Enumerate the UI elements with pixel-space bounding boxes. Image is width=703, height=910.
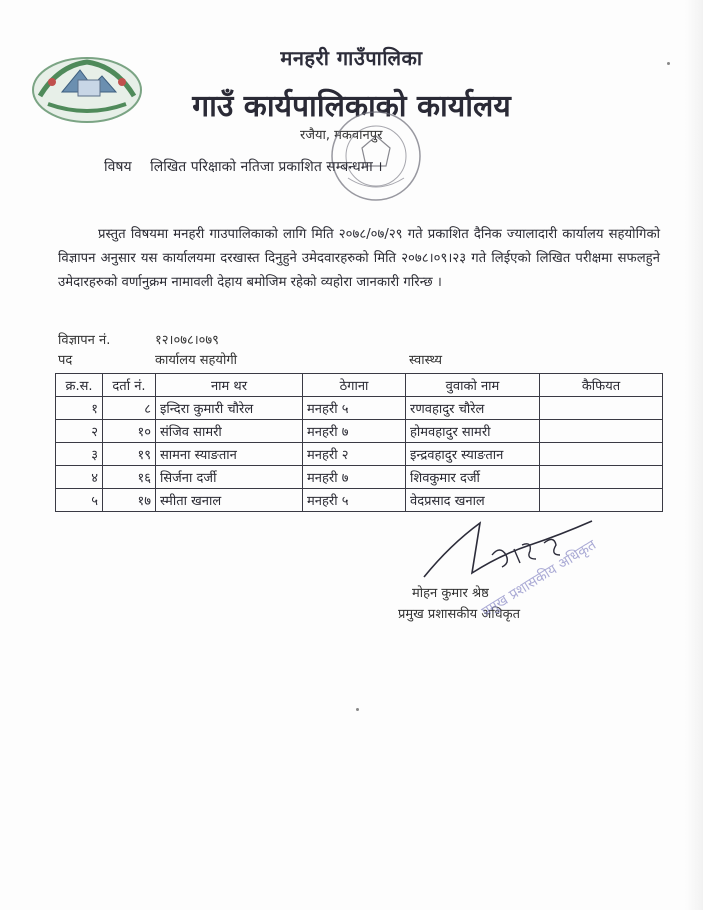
results-table (55, 373, 663, 512)
cell-remarks (540, 443, 663, 466)
cell-remarks (540, 489, 663, 512)
cell-address: मनहरी ५ (303, 489, 406, 512)
cell-serial: ४ (56, 466, 103, 489)
office-location: रजैया, मकवानपुर (300, 128, 383, 143)
cell-father-name: इन्द्रवहादुर स्याङतान (406, 443, 540, 466)
cell-father-name: होमवहादुर सामरी (406, 420, 540, 443)
table-row (56, 489, 663, 512)
table-row (56, 397, 663, 420)
advert-number: १२।०७८।०७९ (155, 333, 219, 348)
municipality-title: मनहरी गाउँपालिका (280, 46, 423, 70)
col-serial: क्र.स. (56, 374, 103, 397)
post-value: कार्यालय सहयोगी (155, 353, 238, 368)
scan-speck (356, 708, 359, 711)
scan-speck (667, 62, 670, 65)
cell-name: इन्दिरा कुमारी चौरेल (156, 397, 303, 420)
signatory-title: प्रमुख प्रशासकीय अधिकृत (398, 607, 521, 622)
cell-serial: ३ (56, 443, 103, 466)
cell-father-name: रणवहादुर चौरेल (406, 397, 540, 420)
signatory-name: मोहन कुमार श्रेष्ठ (412, 586, 489, 601)
table-row (56, 420, 663, 443)
cell-serial: २ (56, 420, 103, 443)
col-remarks: कैफियत (540, 374, 663, 397)
cell-registration: १९ (103, 443, 156, 466)
cell-name: संजिव सामरी (156, 420, 303, 443)
col-address: ठेगाना (303, 374, 406, 397)
cell-address: मनहरी ७ (303, 466, 406, 489)
col-name: नाम थर (156, 374, 303, 397)
cell-father-name: शिवकुमार दर्जी (406, 466, 540, 489)
cell-address: मनहरी ७ (303, 420, 406, 443)
cell-registration: १० (103, 420, 156, 443)
cell-remarks (540, 397, 663, 420)
page-edge-shadow (685, 0, 703, 910)
body-paragraph: प्रस्तुत विषयमा मनहरी गाउपालिकाको लागि मिति २०७८/०७/२९ गते प्रकाशित दैनिक ज्यालादारी कार्यालय सहयोगिको विज्ञापन अनुसार यस कार्यालयमा दरखास्त दिनुहुने उमेदवारहरुको मिति २०७८।०९।२३ गते लिईएको लिखित परीक्षमा सफलहुने उमेदारहरुको वर्णानुक्रम नामावली देहाय बमोजिम रहेको व्यहोरा जानकारी गरिन्छ । (58, 227, 660, 290)
cell-father-name: वेदप्रसाद खनाल (406, 489, 540, 512)
office-title: गाउँ कार्यपालिकाको कार्यालय (192, 89, 511, 124)
cell-remarks (540, 466, 663, 489)
cell-serial: ५ (56, 489, 103, 512)
subject-label: विषय (104, 159, 132, 175)
designation-stamp: प्रमुख प्रशासकीय अधिकृत (479, 537, 600, 621)
office-round-stamp (328, 108, 424, 204)
cell-remarks (540, 420, 663, 443)
cell-address: मनहरी २ (303, 443, 406, 466)
post-type: स्वास्थ्य (409, 353, 443, 368)
cell-registration: ८ (103, 397, 156, 420)
cell-name: सिर्जना दर्जी (156, 466, 303, 489)
cell-name: सामना स्याङतान (156, 443, 303, 466)
table-row (56, 466, 663, 489)
cell-name: स्मीता खनाल (156, 489, 303, 512)
subject-text: लिखित परिक्षाको नतिजा प्रकाशित सम्बन्धमा । (150, 159, 383, 175)
post-label: पद (58, 353, 73, 368)
cell-registration: १७ (103, 489, 156, 512)
advert-label: विज्ञापन नं. (58, 333, 111, 348)
cell-address: मनहरी ५ (303, 397, 406, 420)
col-father-name: वुवाको नाम (406, 374, 540, 397)
col-registration: दर्ता नं. (103, 374, 156, 397)
cell-serial: १ (56, 397, 103, 420)
table-row (56, 443, 663, 466)
subject-line (104, 157, 383, 176)
table-header-row (56, 374, 663, 397)
cell-registration: १६ (103, 466, 156, 489)
